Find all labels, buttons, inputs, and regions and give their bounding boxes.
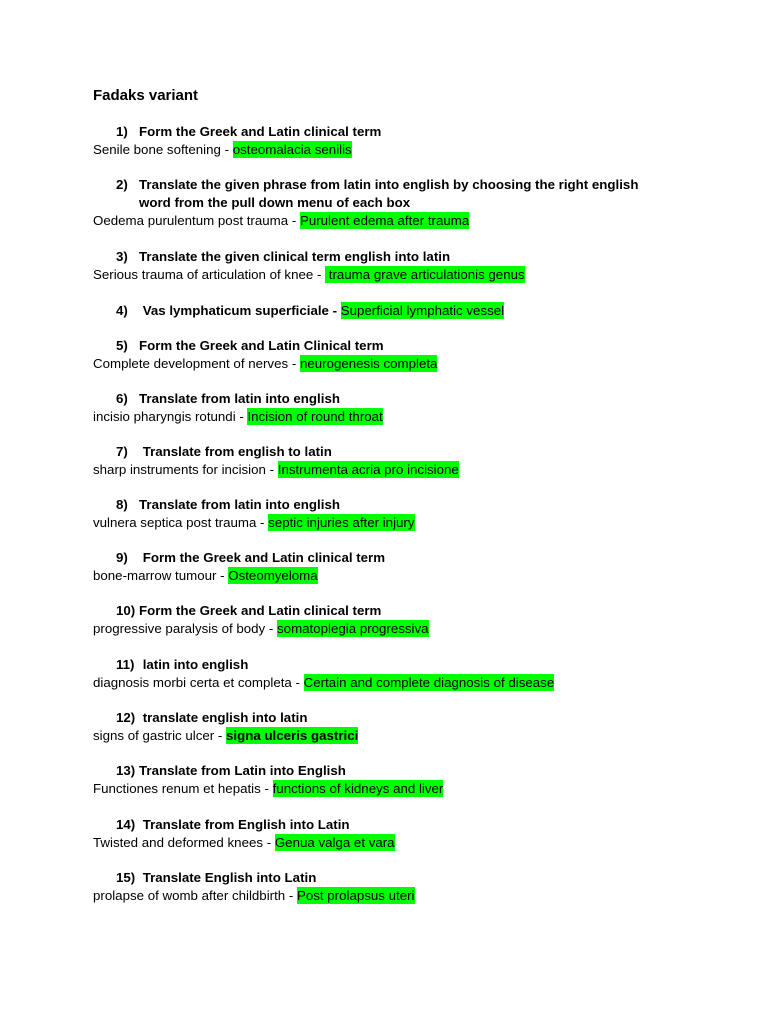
question-heading bbox=[0, 656, 768, 674]
question-heading bbox=[0, 337, 768, 355]
answer-highlight: Post prolapsus uteri bbox=[296, 888, 415, 903]
question-number: 4) bbox=[116, 303, 128, 318]
source-term: Oedema purulentum post trauma - bbox=[93, 213, 300, 228]
question-heading bbox=[0, 602, 768, 620]
question-item bbox=[0, 443, 768, 479]
question-item bbox=[0, 602, 768, 638]
question-text-line: Form the Greek and Latin Clinical term bbox=[139, 338, 384, 353]
question-heading bbox=[0, 496, 768, 514]
question-heading bbox=[0, 816, 768, 834]
answer-highlight: Certain and complete diagnosis of disease bbox=[303, 675, 555, 690]
question-number: 1) bbox=[116, 124, 128, 139]
question-text bbox=[139, 390, 340, 408]
question-text bbox=[139, 869, 316, 887]
answer-highlight: Instrumenta acria pro incisione bbox=[277, 462, 459, 477]
source-term: diagnosis morbi certa et completa - bbox=[93, 675, 304, 690]
question-heading bbox=[0, 302, 768, 320]
question-text-line: Form the Greek and Latin clinical term bbox=[139, 124, 382, 139]
answer-line bbox=[93, 620, 768, 638]
source-term: sharp instruments for incision - bbox=[93, 462, 278, 477]
question-text bbox=[139, 816, 350, 834]
question-item bbox=[0, 302, 768, 320]
question-number: 8) bbox=[116, 497, 128, 512]
answer-line bbox=[93, 141, 768, 159]
source-term: prolapse of womb after childbirth - bbox=[93, 888, 297, 903]
question-heading bbox=[0, 549, 768, 567]
source-term: Senile bone softening - bbox=[93, 142, 233, 157]
question-number: 10) bbox=[116, 603, 136, 618]
question-text-line: Translate the given clinical term english into latin bbox=[139, 249, 451, 264]
document-title: Fadaks variant bbox=[93, 87, 199, 104]
question-item bbox=[0, 176, 768, 230]
answer-highlight: septic injuries after injury bbox=[268, 515, 415, 530]
question-text-line: Translate the given phrase from latin into english by choosing the right english bbox=[139, 177, 639, 192]
question-text-line: latin into english bbox=[139, 657, 249, 672]
source-term: vulnera septica post trauma - bbox=[93, 515, 269, 530]
question-item bbox=[0, 656, 768, 692]
question-number: 11) bbox=[116, 657, 135, 672]
question-text bbox=[139, 496, 340, 514]
source-term: Complete development of nerves - bbox=[93, 356, 300, 371]
question-heading bbox=[0, 123, 768, 141]
question-number: 13) bbox=[116, 763, 136, 778]
answer-line bbox=[93, 461, 768, 479]
answer-line bbox=[93, 266, 768, 284]
question-number: 14) bbox=[116, 817, 136, 832]
answer-highlight: signa ulceris gastrici bbox=[226, 728, 359, 743]
question-heading bbox=[0, 709, 768, 727]
answer-highlight: Incision of round throat bbox=[247, 409, 383, 424]
question-text-line: Vas lymphaticum superficiale - bbox=[139, 303, 341, 318]
question-heading bbox=[0, 762, 768, 780]
question-item bbox=[0, 337, 768, 373]
question-item bbox=[0, 762, 768, 798]
question-item bbox=[0, 496, 768, 532]
question-text-line: Form the Greek and Latin clinical term bbox=[139, 603, 382, 618]
answer-highlight: Genua valga et vara bbox=[274, 835, 395, 850]
question-text-line: Translate from English into Latin bbox=[139, 817, 350, 832]
source-term: Serious trauma of articulation of knee - bbox=[93, 267, 326, 282]
answer-highlight: osteomalacia senilis bbox=[232, 142, 352, 157]
question-item bbox=[0, 390, 768, 426]
question-text bbox=[139, 709, 307, 727]
source-term: Twisted and deformed knees - bbox=[93, 835, 275, 850]
answer-highlight: trauma grave articulationis genus bbox=[325, 267, 525, 282]
answer-highlight: Superficial lymphatic vessel bbox=[340, 303, 505, 318]
question-number: 12) bbox=[116, 710, 136, 725]
answer-line bbox=[93, 514, 768, 532]
answer-line bbox=[93, 727, 768, 745]
question-heading bbox=[0, 443, 768, 461]
question-text-line: Translate from Latin into English bbox=[139, 763, 346, 778]
question-number: 15) bbox=[116, 870, 136, 885]
question-text bbox=[139, 176, 638, 194]
answer-line bbox=[93, 408, 768, 426]
question-item bbox=[0, 549, 768, 585]
answer-highlight: Osteomyeloma bbox=[228, 568, 318, 583]
answer-line bbox=[93, 887, 768, 905]
question-text bbox=[139, 762, 346, 780]
question-text bbox=[139, 602, 381, 620]
answer-line bbox=[93, 834, 768, 852]
question-text bbox=[139, 337, 384, 355]
question-number: 7) bbox=[116, 444, 128, 459]
question-number: 9) bbox=[116, 550, 128, 565]
question-item bbox=[0, 709, 768, 745]
question-text bbox=[139, 302, 504, 320]
question-number: 3) bbox=[116, 249, 128, 264]
question-text bbox=[139, 656, 248, 674]
answer-line bbox=[93, 567, 768, 585]
source-term: Functiones renum et hepatis - bbox=[93, 781, 273, 796]
answer-line bbox=[93, 355, 768, 373]
answer-highlight: functions of kidneys and liver bbox=[272, 781, 444, 796]
question-text-line: Form the Greek and Latin clinical term bbox=[139, 550, 386, 565]
source-term: incisio pharyngis rotundi - bbox=[93, 409, 248, 424]
answer-line bbox=[93, 780, 768, 798]
question-heading bbox=[0, 176, 768, 194]
question-heading bbox=[0, 248, 768, 266]
question-number: 6) bbox=[116, 391, 128, 406]
question-text bbox=[139, 248, 450, 266]
question-text bbox=[139, 123, 381, 141]
question-item bbox=[0, 869, 768, 905]
question-item bbox=[0, 123, 768, 159]
question-heading bbox=[0, 390, 768, 408]
source-term: signs of gastric ulcer - bbox=[93, 728, 227, 743]
answer-highlight: Purulent edema after trauma bbox=[299, 213, 470, 228]
question-number: 5) bbox=[116, 338, 128, 353]
answer-line bbox=[93, 674, 768, 692]
question-heading bbox=[0, 869, 768, 887]
question-text bbox=[139, 443, 332, 461]
question-text-line: Translate English into Latin bbox=[139, 870, 317, 885]
question-text bbox=[139, 549, 385, 567]
answer-line bbox=[93, 212, 768, 230]
question-text-line: translate english into latin bbox=[139, 710, 308, 725]
answer-highlight: somatoplegia progressiva bbox=[277, 621, 429, 636]
question-text-line: Translate from latin into english bbox=[139, 391, 340, 406]
question-text-line: Translate from english to latin bbox=[139, 444, 332, 459]
question-text-line: word from the pull down menu of each box bbox=[139, 195, 411, 210]
source-term: bone-marrow tumour - bbox=[93, 568, 229, 583]
question-heading-continued bbox=[0, 194, 768, 212]
source-term: progressive paralysis of body - bbox=[93, 621, 278, 636]
answer-highlight: neurogenesis completa bbox=[299, 356, 438, 371]
question-text-line: Translate from latin into english bbox=[139, 497, 340, 512]
question-item bbox=[0, 816, 768, 852]
question-item bbox=[0, 248, 768, 284]
question-number: 2) bbox=[116, 177, 128, 192]
